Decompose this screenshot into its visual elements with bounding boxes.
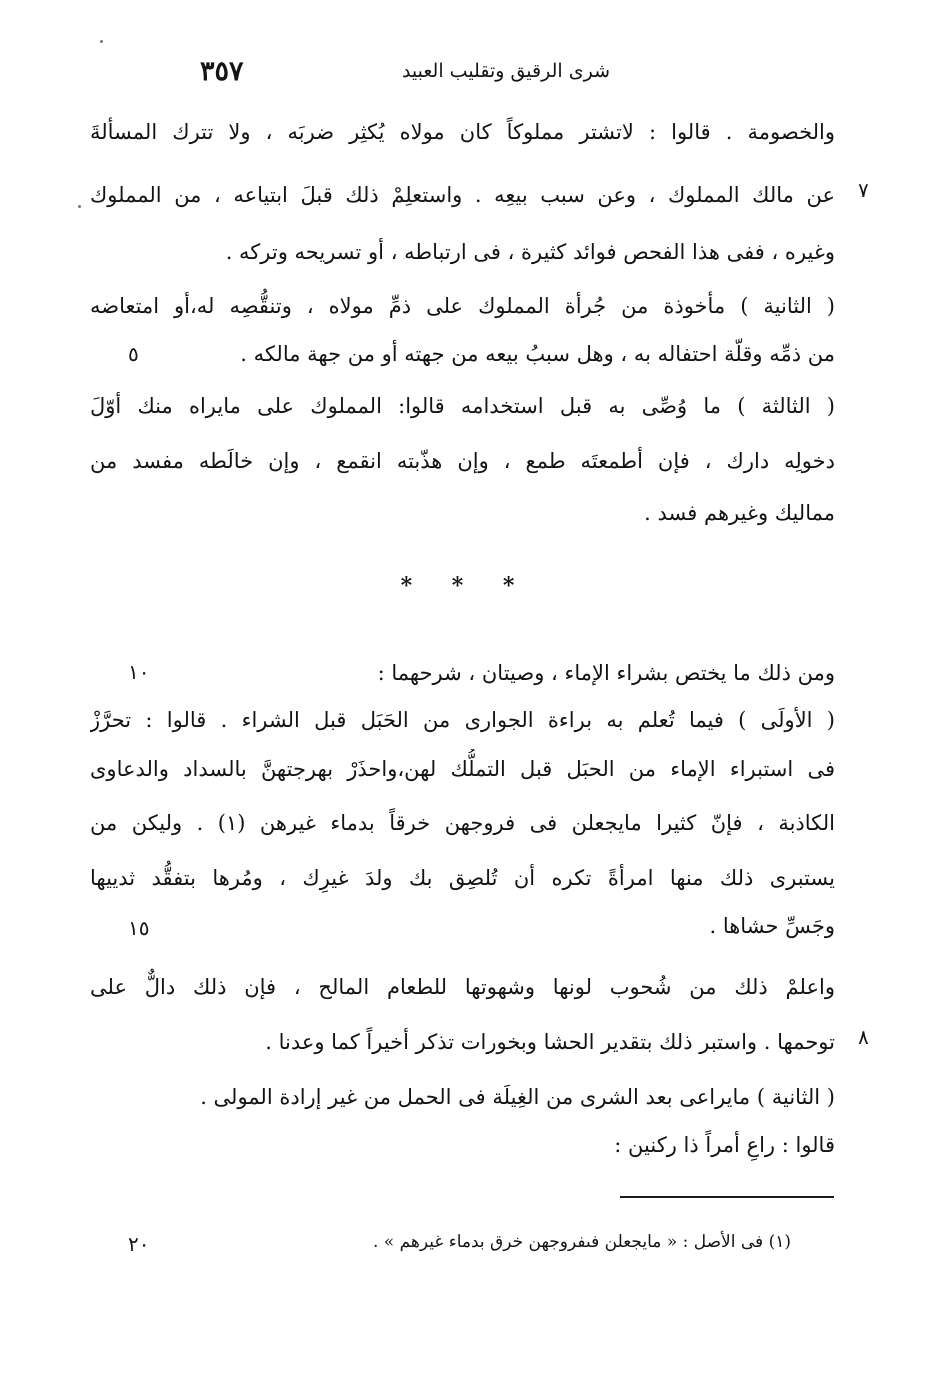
text-line: وجَسِّ حشاها . [709, 914, 835, 938]
page-number: ٣٥٧ [200, 56, 244, 87]
text-line: والخصومة . قالوا : لاتشتر مملوكاً كان مولاه يُكثِر ضربَه ، ولا تترك المسألةَ [90, 120, 835, 144]
text-line: ومن ذلك ما يختص بشراء الإماء ، وصيتان ، شرحهما : [377, 661, 835, 685]
text-line: يستبرى ذلك منها امرأةً تكره أن تُلصِق بك ولدَ غيرِك ، ومُرها بتفقُّد ثدييها [90, 866, 835, 890]
text-line: واعلمْ ذلك من شُحوب لونها وشهوتها للطعام المالح ، فإن ذلك دالٌّ على [90, 975, 835, 999]
margin-line-number: ١٠ [128, 660, 150, 684]
text-line: ( الثانية ) مايراعى بعد الشرى من الغِيلَة فى الحمل من غير إرادة المولى . [200, 1085, 835, 1109]
scan-speck [78, 205, 81, 208]
text-line: قالوا : راعِ أمراً ذا ركنين : [614, 1133, 835, 1157]
margin-line-number: ٥ [128, 342, 139, 366]
text-line: الكاذبة ، فإنّ كثيرا مايجعلن فى فروجهن خرقاً بدماء غيرهن (١) . وليكن من [90, 811, 835, 835]
text-line: دخولِه دارك ، فإن أطمعتَه طمع ، وإن هذّبته انقمع ، وإن خالَطه مفسد من [90, 449, 835, 473]
text-line: من ذمِّه وقلّة احتفاله به ، وهل سببُ بيعه من جهته أو من جهة مالكه . [240, 342, 835, 366]
text-line: مماليك وغيرهم فسد . [644, 501, 835, 525]
margin-line-number: ٨ [858, 1025, 869, 1049]
text-line: وغيره ، ففى هذا الفحص فوائد كثيرة ، فى ارتباطه ، أو تسريحه وتركه . [225, 240, 835, 264]
margin-line-number: ١٥ [128, 916, 150, 940]
margin-line-number: ٧ [858, 178, 869, 202]
text-line: ( الثالثة ) ما وُصِّى به قبل استخدامه قالوا: المملوك على مايراه منك أوّلَ [90, 394, 835, 418]
running-title: شرى الرقيق وتقليب العبيد [401, 60, 610, 82]
text-line: ( الثانية ) مأخوذة من جُرأة المملوك على ذمِّ مولاه ، وتنقُّصِه له،أو امتعاضه [90, 294, 835, 318]
footnote-rule [620, 1196, 834, 1198]
text-line: فى استبراء الإماء من الحبَل قبل التملُّك لهن،واحذَرْ بهرجتهنَّ بالسداد والدعاوى [90, 757, 835, 781]
page-header [200, 52, 610, 92]
margin-line-number: ٢٠ [128, 1232, 150, 1256]
scan-speck [100, 40, 103, 43]
section-separator: * * * [400, 573, 531, 599]
footnote: (١) فى الأصل : « مايجعلن فىفروجهن خرق بدماء غيرهم » . [373, 1232, 791, 1252]
text-line: عن مالك المملوك ، وعن سبب بيعِه . واستعلِمْ ذلك قبلَ ابتياعه ، من المملوك [90, 183, 835, 207]
text-line: توحمها . واستبر ذلك بتقدير الحشا وبخورات تذكر أخيراً كما وعدنا . [265, 1030, 835, 1054]
text-line: ( الأولَى ) فيما تُعلم به براءة الجوارى من الحَبَل قبل الشراء . قالوا : تحرَّزْ [90, 708, 835, 732]
